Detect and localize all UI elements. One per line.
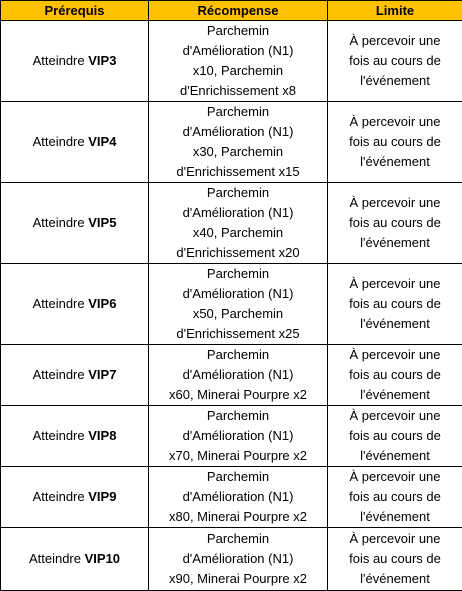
reward-line: x70, Minerai Pourpre x2 (152, 446, 324, 466)
prerequisite-text: Atteindre (33, 428, 89, 443)
limit-cell (328, 528, 462, 591)
reward-line: x60, Minerai Pourpre x2 (152, 385, 324, 405)
table-row (1, 467, 462, 528)
limit-line: fois au cours de (331, 51, 459, 71)
limit-line: l'événement (331, 152, 459, 172)
reward-line: Parchemin (152, 264, 324, 284)
limit-line: l'événement (331, 314, 459, 334)
reward-line: d'Amélioration (N1) (152, 549, 324, 569)
table-row (1, 183, 462, 264)
reward-line: x10, Parchemin (152, 61, 324, 81)
limit-cell (328, 183, 462, 264)
limit-line: l'événement (331, 507, 459, 527)
limit-cell (328, 345, 462, 406)
reward-line: x90, Minerai Pourpre x2 (152, 569, 324, 589)
vip-level: VIP4 (88, 134, 116, 149)
header-reward: Récompense (149, 1, 328, 21)
limit-cell (328, 102, 462, 183)
limit-line: fois au cours de (331, 549, 459, 569)
limit-line: À percevoir une (331, 31, 459, 51)
limit-line: À percevoir une (331, 406, 459, 426)
limit-line: À percevoir une (331, 467, 459, 487)
prerequisite-cell (1, 264, 149, 345)
prerequisite-text: Atteindre (33, 53, 89, 68)
reward-line: d'Amélioration (N1) (152, 122, 324, 142)
prerequisite-cell (1, 21, 149, 102)
reward-cell (149, 345, 328, 406)
vip-level: VIP9 (88, 489, 116, 504)
prerequisite-cell (1, 183, 149, 264)
table-row (1, 102, 462, 183)
prerequisite-cell (1, 345, 149, 406)
vip-level: VIP3 (88, 53, 116, 68)
reward-line: x40, Parchemin (152, 223, 324, 243)
reward-line: d'Amélioration (N1) (152, 426, 324, 446)
reward-line: d'Amélioration (N1) (152, 284, 324, 304)
reward-line: d'Amélioration (N1) (152, 41, 324, 61)
prerequisite-cell (1, 528, 149, 591)
prerequisite-cell (1, 406, 149, 467)
limit-line: fois au cours de (331, 426, 459, 446)
limit-cell (328, 21, 462, 102)
reward-line: Parchemin (152, 21, 324, 41)
vip-level: VIP8 (88, 428, 116, 443)
limit-line: l'événement (331, 71, 459, 91)
reward-line: d'Enrichissement x15 (152, 162, 324, 182)
vip-level: VIP10 (85, 551, 120, 566)
limit-line: l'événement (331, 385, 459, 405)
table-row (1, 528, 462, 591)
limit-line: À percevoir une (331, 274, 459, 294)
reward-line: d'Amélioration (N1) (152, 365, 324, 385)
table-header-row (1, 1, 462, 21)
limit-line: fois au cours de (331, 294, 459, 314)
prerequisite-cell (1, 467, 149, 528)
vip-level: VIP6 (88, 296, 116, 311)
reward-line: Parchemin (152, 467, 324, 487)
reward-line: Parchemin (152, 345, 324, 365)
reward-line: d'Amélioration (N1) (152, 203, 324, 223)
reward-cell (149, 21, 328, 102)
reward-line: x50, Parchemin (152, 304, 324, 324)
limit-line: fois au cours de (331, 365, 459, 385)
reward-line: Parchemin (152, 183, 324, 203)
limit-line: l'événement (331, 233, 459, 253)
table-row (1, 264, 462, 345)
reward-line: d'Enrichissement x20 (152, 243, 324, 263)
limit-cell (328, 264, 462, 345)
table-row (1, 21, 462, 102)
prerequisite-cell (1, 102, 149, 183)
prerequisite-text: Atteindre (33, 296, 89, 311)
reward-line: d'Enrichissement x25 (152, 324, 324, 344)
prerequisite-text: Atteindre (33, 134, 89, 149)
limit-line: fois au cours de (331, 132, 459, 152)
limit-line: fois au cours de (331, 213, 459, 233)
reward-line: d'Enrichissement x8 (152, 81, 324, 101)
limit-line: l'événement (331, 446, 459, 466)
reward-cell (149, 528, 328, 591)
reward-line: x80, Minerai Pourpre x2 (152, 507, 324, 527)
table-row (1, 406, 462, 467)
limit-line: fois au cours de (331, 487, 459, 507)
vip-level: VIP5 (88, 215, 116, 230)
limit-line: À percevoir une (331, 193, 459, 213)
limit-line: À percevoir une (331, 112, 459, 132)
limit-cell (328, 467, 462, 528)
reward-line: Parchemin (152, 406, 324, 426)
reward-line: x30, Parchemin (152, 142, 324, 162)
table-row (1, 345, 462, 406)
limit-line: À percevoir une (331, 529, 459, 549)
prerequisite-text: Atteindre (33, 367, 89, 382)
reward-cell (149, 102, 328, 183)
header-limit: Limite (328, 1, 462, 21)
reward-cell (149, 264, 328, 345)
limit-cell (328, 406, 462, 467)
prerequisite-text: Atteindre (33, 489, 89, 504)
header-prerequisite: Prérequis (1, 1, 149, 21)
reward-line: Parchemin (152, 102, 324, 122)
reward-line: d'Amélioration (N1) (152, 487, 324, 507)
reward-cell (149, 406, 328, 467)
vip-level: VIP7 (88, 367, 116, 382)
limit-line: l'événement (331, 569, 459, 589)
limit-line: À percevoir une (331, 345, 459, 365)
reward-cell (149, 183, 328, 264)
prerequisite-text: Atteindre (33, 215, 89, 230)
prerequisite-text: Atteindre (29, 551, 85, 566)
reward-line: Parchemin (152, 529, 324, 549)
reward-cell (149, 467, 328, 528)
